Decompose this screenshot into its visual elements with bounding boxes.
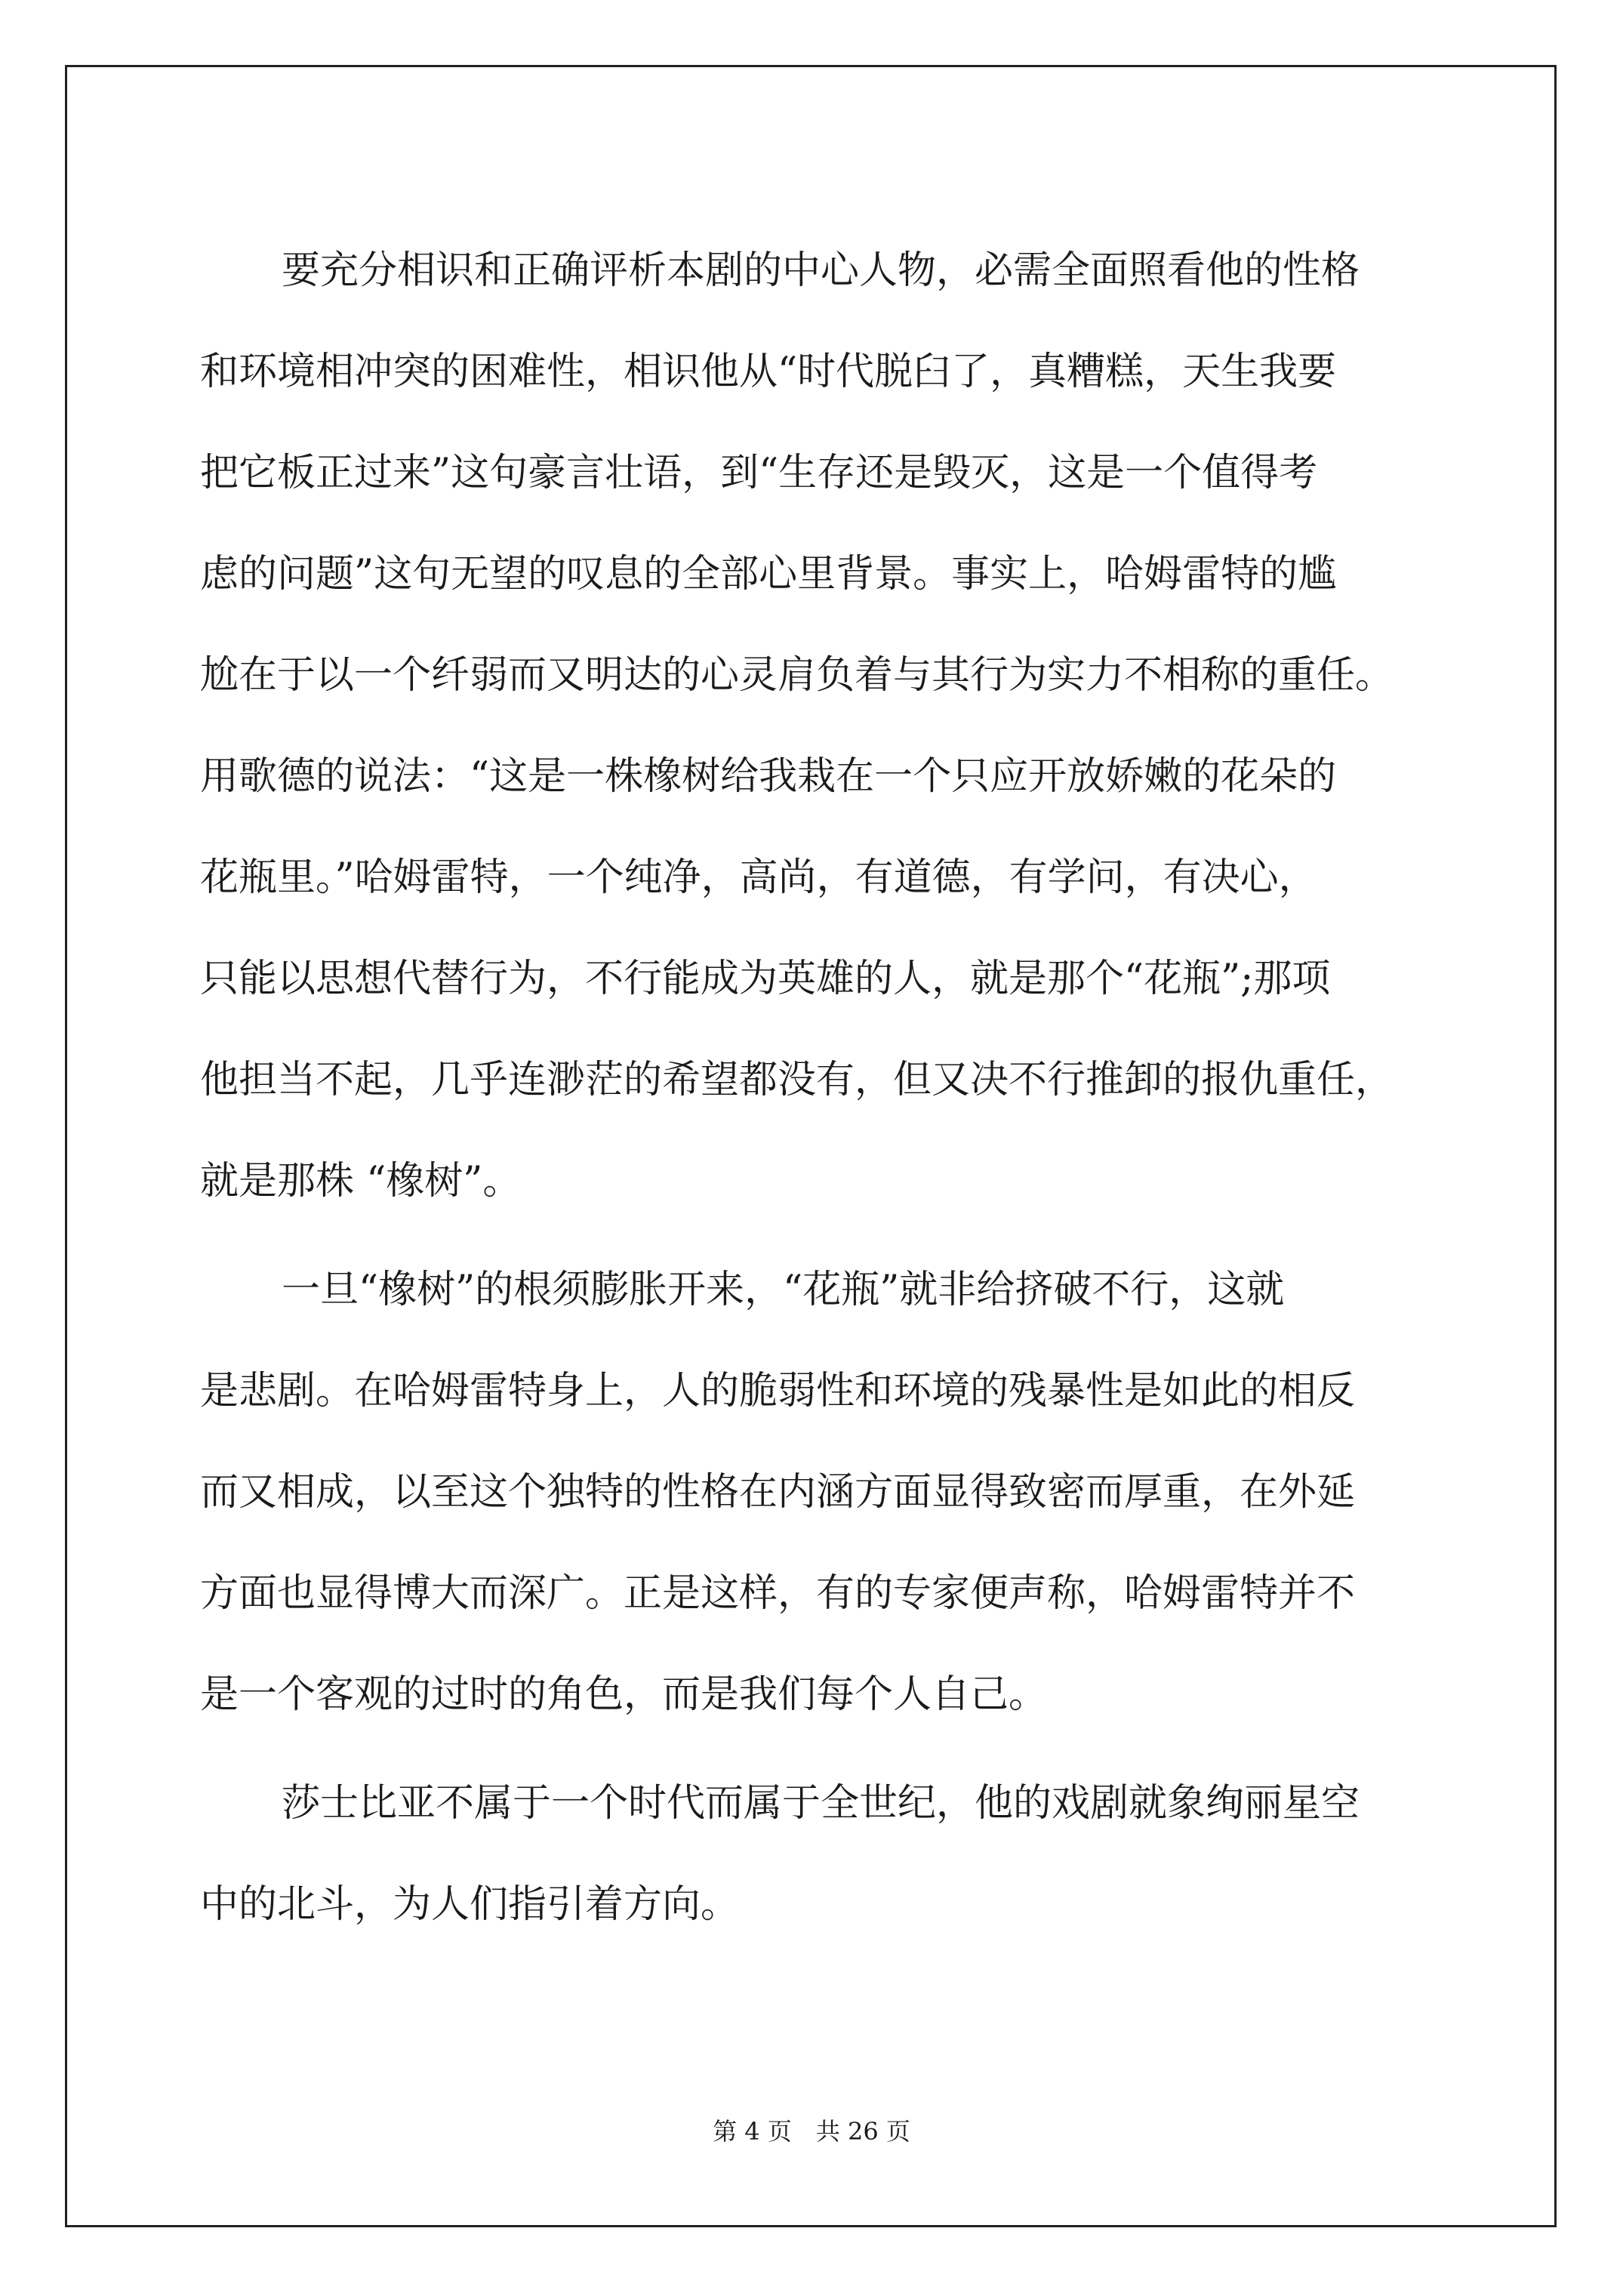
text-line: 而又相成，以至这个独特的性格在内涵方面显得致密而厚重，在外延 xyxy=(200,1470,1356,1515)
text-line: 中的北斗，为人们指引着方向。 xyxy=(200,1882,740,1927)
text-line: 莎士比亚不属于一个时代而属于全世纪，他的戏剧就象绚丽星空 xyxy=(282,1781,1360,1826)
text-line: 虑的问题”这句无望的叹息的全部心里背景。事实上，哈姆雷特的尴 xyxy=(200,552,1337,596)
text-line: 是一个客观的过时的角色，而是我们每个人自己。 xyxy=(200,1672,1048,1717)
page-footer: 第 4 页 共 26 页 xyxy=(713,2117,910,2146)
text-line: 尬在于以一个纤弱而又明达的心灵肩负着与其行为实力不相称的重任。 xyxy=(200,653,1394,698)
document-body xyxy=(200,220,1431,1955)
text-line: 就是那株 “橡树”。 xyxy=(200,1159,522,1203)
text-line: 方面也显得博大而深广。正是这样，有的专家便声称，哈姆雷特并不 xyxy=(200,1571,1356,1616)
text-line: 和环境相冲突的困难性，相识他从“时代脱臼了，真糟糕，天生我要 xyxy=(200,350,1337,394)
paragraph-1 xyxy=(200,220,1431,1232)
text-line: 花瓶里。”哈姆雷特，一个纯净，高尚，有道德，有学问，有决心， xyxy=(200,855,1317,900)
text-line: 一旦“橡树”的根须膨胀开来，“花瓶”就非给挤破不行，这就 xyxy=(282,1268,1285,1312)
paragraph-2 xyxy=(200,1240,1431,1746)
text-line: 只能以思想代替行为，不行能成为英雄的人，就是那个“花瓶”;那项 xyxy=(200,957,1331,1001)
text-line: 把它板正过来”这句豪言壮语，到“生存还是毁灭，这是一个值得考 xyxy=(200,451,1318,495)
paragraph-gap xyxy=(200,1746,1431,1753)
text-line: 要充分相识和正确评析本剧的中心人物，必需全面照看他的性格 xyxy=(282,248,1360,293)
paragraph-gap xyxy=(200,1232,1431,1240)
text-line: 他担当不起，几乎连渺茫的希望都没有，但又决不行推卸的报仇重任， xyxy=(200,1058,1394,1102)
paragraph-3 xyxy=(200,1753,1431,1955)
text-line: 是悲剧。在哈姆雷特身上，人的脆弱性和环境的残暴性是如此的相反 xyxy=(200,1369,1356,1413)
text-line: 用歌德的说法：“这是一株橡树给我栽在一个只应开放娇嫩的花朵的 xyxy=(200,754,1337,799)
